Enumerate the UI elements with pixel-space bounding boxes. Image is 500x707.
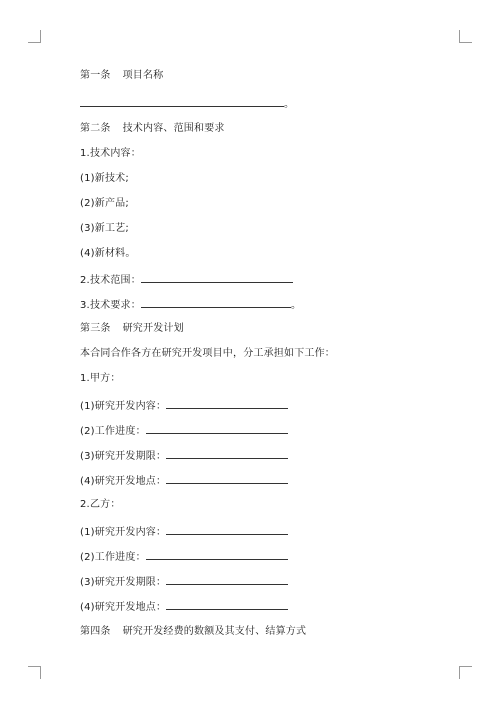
item-new-process: (3)新工艺;	[80, 223, 129, 234]
party-b-period-blank[interactable]	[166, 574, 288, 585]
party-a-period-line	[80, 448, 288, 464]
crop-mark-top-left	[28, 30, 41, 43]
rd-content-label: (1)研究开发内容：	[80, 527, 167, 538]
tech-content-label: 1.技术内容：	[80, 148, 141, 159]
rd-location-label: (4)研究开发地点：	[80, 602, 167, 613]
party-b-progress-blank[interactable]	[146, 549, 288, 560]
article1-heading	[80, 69, 163, 83]
item-new-technology: (1)新技术;	[80, 173, 129, 184]
party-b-content-blank[interactable]	[166, 524, 288, 535]
party-b-label: 2.乙方：	[80, 499, 121, 510]
crop-mark-bottom-right	[459, 666, 472, 679]
article3-intro: 本合同合作各方在研究开发项目中，分工承担如下工作：	[80, 348, 335, 359]
tech-requirements-label: 3.技术要求：	[80, 300, 141, 311]
crop-mark-top-right	[459, 30, 472, 43]
tech-scope-blank[interactable]	[141, 272, 293, 283]
party-a-progress-line	[80, 423, 288, 439]
article4-number: 第四条	[80, 626, 111, 637]
party-a-label: 1.甲方：	[80, 373, 121, 384]
party-b-location-line	[80, 599, 288, 615]
article4-title: 研究开发经费的数额及其支付、结算方式	[122, 626, 307, 637]
party-a-content-blank[interactable]	[166, 398, 288, 409]
article2-heading	[80, 122, 225, 136]
period: 。	[290, 300, 302, 311]
tech-requirements-blank[interactable]	[141, 297, 291, 308]
tech-scope-label: 2.技术范围：	[80, 275, 141, 286]
party-b-progress-line	[80, 549, 288, 565]
rd-period-label: (3)研究开发期限：	[80, 577, 167, 588]
project-name-blank[interactable]	[80, 96, 284, 107]
party-b-location-blank[interactable]	[166, 599, 288, 610]
party-a-location-blank[interactable]	[166, 473, 288, 484]
rd-content-label: (1)研究开发内容：	[80, 401, 167, 412]
work-progress-label: (2)工作进度：	[80, 426, 146, 437]
tech-requirements-line	[80, 297, 301, 313]
party-b-content-line	[80, 524, 288, 540]
period: 。	[284, 99, 295, 110]
article3-number: 第三条	[80, 323, 111, 334]
article3-heading	[80, 322, 184, 336]
article1-title: 项目名称	[122, 70, 164, 81]
article1-blank-line	[80, 96, 294, 112]
party-a-location-line	[80, 473, 288, 489]
tech-scope-line	[80, 272, 293, 288]
rd-location-label: (4)研究开发地点：	[80, 476, 167, 487]
party-a-period-blank[interactable]	[166, 448, 288, 459]
rd-period-label: (3)研究开发期限：	[80, 451, 167, 462]
article3-title: 研究开发计划	[122, 323, 184, 334]
item-new-product: (2)新产品;	[80, 198, 129, 209]
article1-number: 第一条	[80, 70, 111, 81]
party-a-content-line	[80, 398, 288, 414]
work-progress-label: (2)工作进度：	[80, 552, 146, 563]
crop-mark-bottom-left	[28, 666, 41, 679]
party-b-period-line	[80, 574, 288, 590]
article2-title: 技术内容、范围和要求	[122, 123, 225, 134]
article4-heading	[80, 625, 306, 639]
party-a-progress-blank[interactable]	[146, 423, 288, 434]
item-new-material: (4)新材料。	[80, 248, 136, 259]
article2-number: 第二条	[80, 123, 111, 134]
